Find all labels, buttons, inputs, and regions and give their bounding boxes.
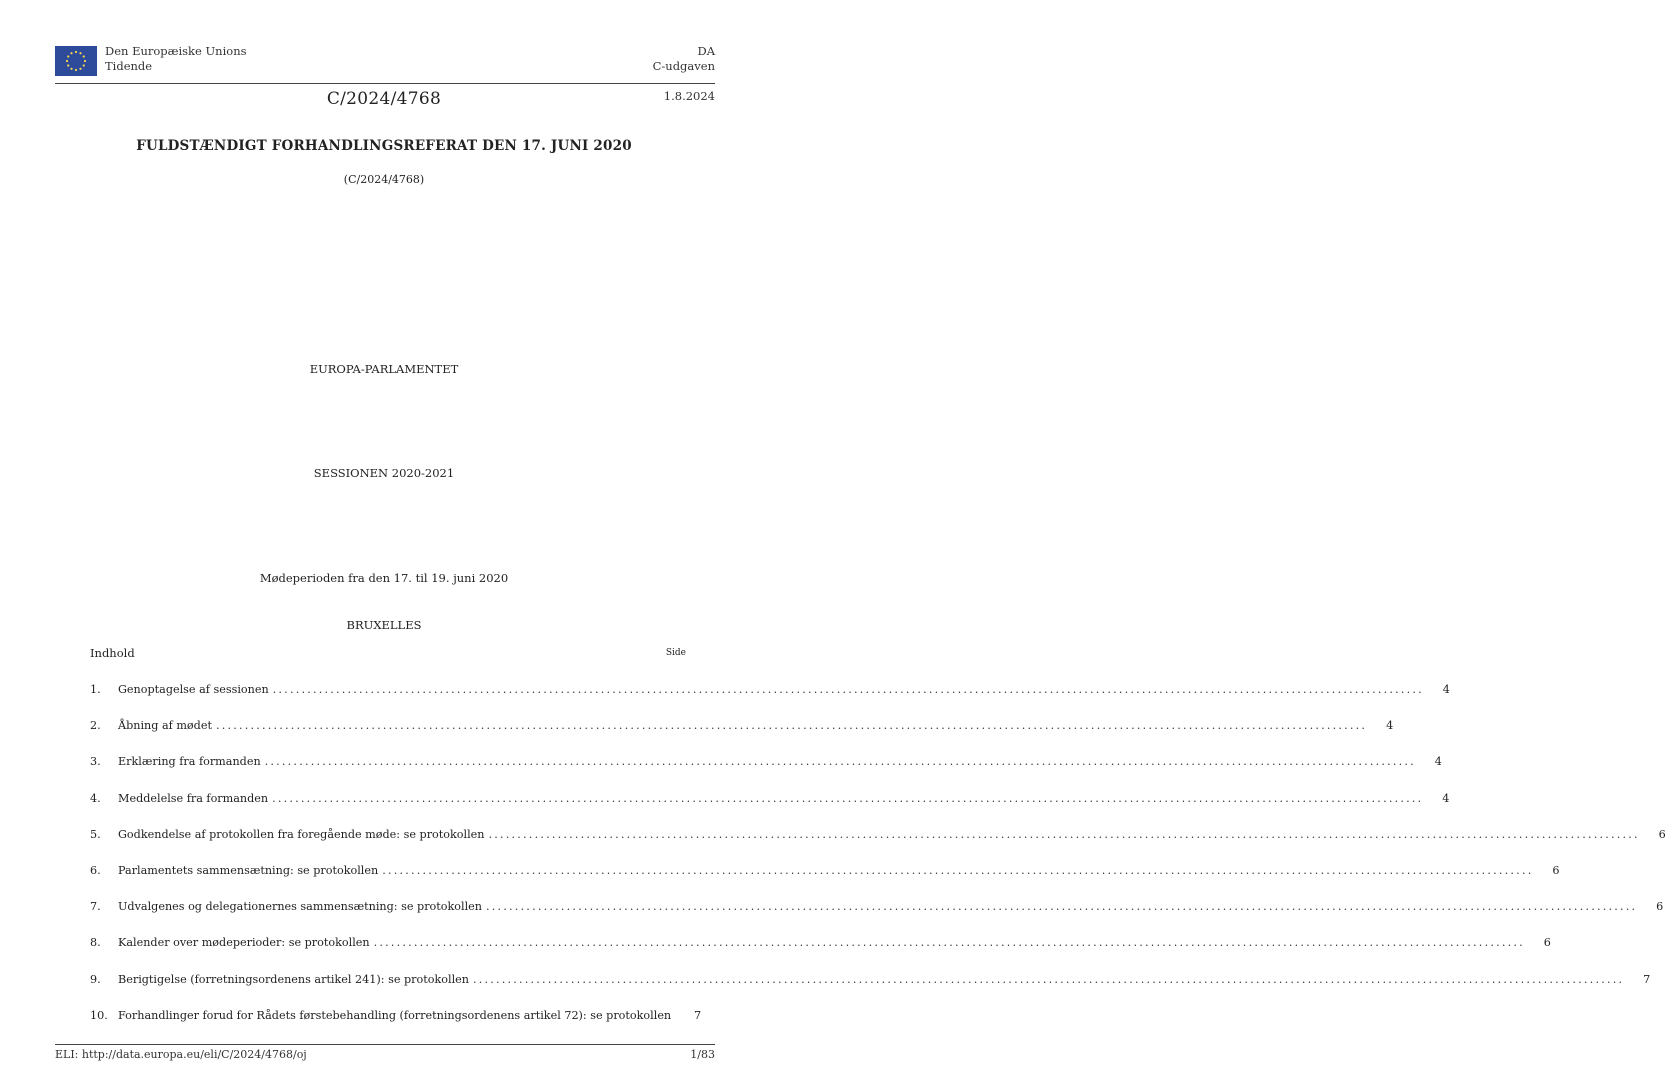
toc-leader-dots: ........................................................................................................................................................................................................ (215, 719, 1368, 733)
session-place: BRUXELLES (346, 618, 422, 632)
toc-leader-dots: ........................................................................................................................................................................................................ (486, 900, 1638, 914)
toc-item-page: 7 (694, 1008, 702, 1022)
toc-item[interactable] (90, 972, 1651, 1009)
toc-item[interactable] (90, 827, 1666, 864)
document-title: FULDSTÆNDIGT FORHANDLINGSREFERAT DEN 17. JUNI 2020 (136, 138, 632, 154)
toc-leader-dots: ........................................................................................................................................................................................................ (382, 863, 1534, 877)
journal-header (55, 44, 715, 80)
flag-star (79, 68, 81, 70)
edition-label: C-udgaven (652, 59, 715, 73)
flag-star (79, 52, 81, 54)
toc-item-title: Meddelelse fra formanden (118, 791, 269, 805)
toc-item[interactable] (90, 1008, 702, 1045)
toc-item-title: Godkendelse af protokollen fra foregående møde: se protokollen (118, 827, 485, 841)
toc-item-number: 8. (90, 936, 101, 950)
session-label: SESSIONEN 2020-2021 (313, 466, 455, 480)
eli-link[interactable]: ELI: http://data.europa.eu/eli/C/2024/4768/oj (55, 1048, 307, 1061)
toc-item-title: Åbning af mødet (118, 719, 212, 733)
eu-flag-icon (55, 46, 97, 76)
flag-star (75, 51, 77, 53)
toc-item-page: 6 (1552, 863, 1560, 877)
institution-name: EUROPA-PARLAMENTET (309, 362, 459, 376)
flag-star (83, 64, 85, 66)
toc-item-page: 4 (1434, 755, 1442, 769)
toc-item-title: Kalender over mødeperioder: se protokollen (118, 936, 370, 950)
toc-item-title: Berigtigelse (forretningsordenens artikel 241): se protokollen (118, 972, 469, 986)
journal-name (105, 44, 247, 74)
toc-page-heading: Side (665, 648, 686, 658)
toc-item-number: 10. (90, 1008, 108, 1022)
toc-item-number: 3. (90, 755, 101, 769)
toc-item-number: 2. (90, 719, 101, 733)
toc-item[interactable] (90, 900, 1664, 936)
flag-star (67, 64, 69, 66)
toc-item-title: Parlamentets sammensætning: se protokollen (118, 863, 379, 877)
flag-star (75, 69, 77, 71)
toc-leader-dots: ........................................................................................................................................................................................................ (264, 755, 1416, 769)
table-of-contents (90, 683, 1666, 1045)
toc-item-title: Genoptagelse af sessionen (118, 683, 269, 696)
page-number: 1/83 (690, 1048, 715, 1061)
toc-item-number: 9. (90, 972, 101, 986)
toc-heading: Indhold (90, 646, 135, 660)
flag-star (67, 55, 69, 57)
toc-leader-dots: ........................................................................................................................................................................................................ (272, 683, 1424, 696)
document-subtitle: (C/2024/4768) (343, 173, 425, 186)
toc-item-page: 6 (1543, 936, 1551, 950)
toc-leader-dots: ........................................................................................................................................................................................................ (373, 936, 1525, 950)
toc-item-number: 1. (90, 683, 101, 696)
flag-star (66, 60, 68, 62)
toc-item-title: Udvalgenes og delegationernes sammensætning: se protokollen (118, 900, 483, 914)
toc-item-page: 6 (1658, 827, 1666, 841)
toc-item-title: Forhandlinger forud for Rådets førstebehandling (forretningsordenens artikel 72): se protokollen (118, 1008, 672, 1022)
flag-star (84, 60, 86, 62)
toc-item-number: 4. (90, 791, 101, 805)
toc-leader-dots: ........................................................................................................................................................................................................ (488, 827, 1640, 841)
toc-item-page: 4 (1386, 719, 1394, 733)
toc-item-number: 7. (90, 900, 101, 914)
toc-item[interactable] (90, 683, 1450, 719)
toc-item-page: 7 (1643, 972, 1651, 986)
toc-item-page: 6 (1656, 900, 1664, 914)
eu-flag-stars (55, 46, 97, 76)
journal-name-line1: Den Europæiske Unions (105, 44, 247, 58)
toc-item[interactable] (90, 791, 1450, 828)
toc-item-page: 4 (1442, 791, 1450, 805)
language-code: DA (697, 44, 715, 58)
publication-date: 1.8.2024 (663, 89, 715, 103)
toc-item[interactable] (90, 719, 1394, 755)
toc-item-title: Erklæring fra formanden (118, 755, 261, 769)
toc-item-number: 5. (90, 827, 101, 841)
document-id: C/2024/4768 (326, 89, 442, 109)
toc-item[interactable] (90, 936, 1551, 972)
toc-leader-dots: ........................................................................................................................................................................................................ (272, 791, 1424, 805)
flag-star (70, 52, 72, 54)
flag-star (70, 68, 72, 70)
session-period: Mødeperioden fra den 17. til 19. juni 2020 (259, 571, 509, 585)
toc-leader-dots: ........................................................................................................................................................................................................ (472, 972, 1625, 986)
flag-star (83, 55, 85, 57)
journal-name-line2: Tidende (105, 59, 153, 73)
toc-item[interactable] (90, 755, 1442, 791)
language-edition (653, 44, 715, 74)
toc-item[interactable] (90, 863, 1560, 900)
toc-item-number: 6. (90, 863, 101, 877)
footer-divider (55, 1044, 715, 1045)
header-divider (55, 83, 715, 84)
toc-item-page: 4 (1442, 683, 1450, 696)
